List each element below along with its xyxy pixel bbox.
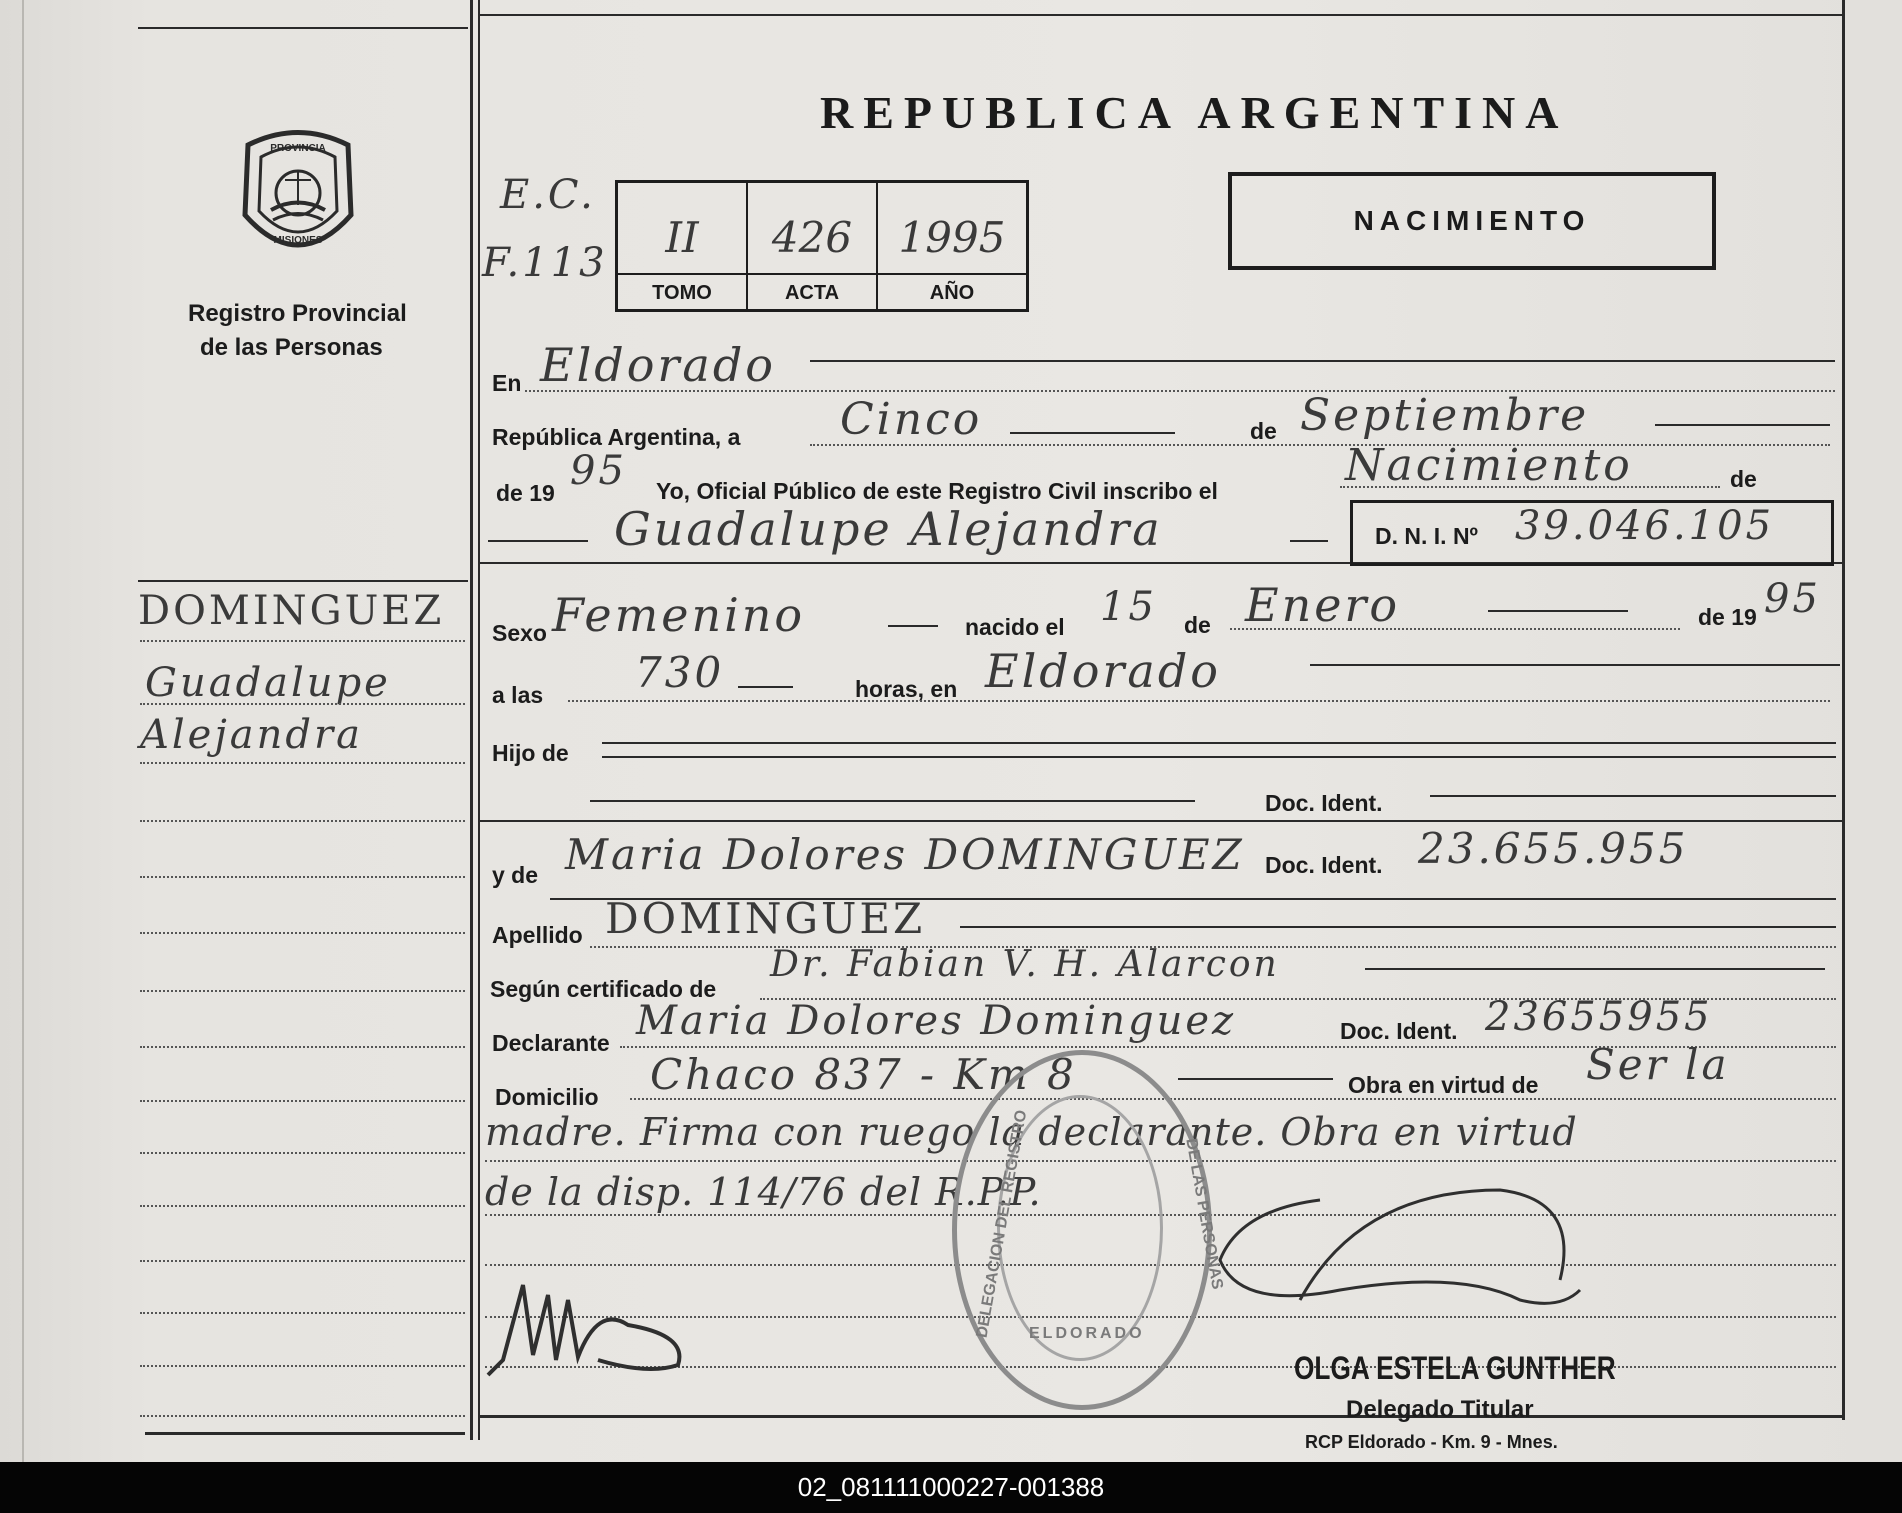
footer-caption: 02_081111000227-001388: [0, 1462, 1902, 1513]
acta-label: ACTA: [784, 282, 840, 304]
birth-place: Eldorado: [985, 644, 1221, 698]
sidebar-line: [140, 1205, 465, 1207]
fill-line: [602, 742, 1836, 744]
svg-text:MISIONES: MISIONES: [273, 235, 323, 246]
obra-value: Ser la: [1586, 1040, 1730, 1089]
form-left-border: [478, 0, 480, 1440]
sidebar-line: [140, 1365, 465, 1367]
ano-cell: [878, 183, 1026, 309]
fill-dots: [568, 700, 1830, 702]
sidebar-first-name: Guadalupe: [145, 660, 391, 706]
horas-label: horas, en: [855, 676, 958, 702]
segun-label: Según certificado de: [490, 976, 717, 1002]
inscribo-value: Nacimiento: [1345, 440, 1633, 491]
sidebar-middle-name: Alejandra: [140, 712, 363, 758]
y-de-label: y de: [492, 862, 539, 888]
declarante-value: Maria Dolores Dominguez: [636, 998, 1237, 1044]
stamp-role: Delegado Titular: [1346, 1396, 1534, 1423]
fill-line: [1430, 795, 1836, 797]
form-mid-rule: [480, 820, 1842, 822]
dni-label: D. N. I. Nº: [1375, 523, 1478, 549]
father-doc-label: Doc. Ident.: [1265, 790, 1383, 816]
domicilio-label: Domicilio: [495, 1084, 599, 1110]
de-label-3: de: [1184, 612, 1211, 638]
fill-line: [602, 756, 1836, 758]
agency-name-line1: Registro Provincial: [188, 300, 407, 327]
en-value: Eldorado: [540, 338, 776, 392]
note-line-1: madre. Firma con ruego la declarante. Obra en virtud: [485, 1110, 1578, 1154]
fill-line: [1488, 610, 1628, 612]
acta-value: 426: [771, 213, 853, 262]
certificado-value: Dr. Fabian V. H. Alarcon: [770, 944, 1280, 985]
fill-dots: [630, 1098, 1836, 1100]
mother-doc-label: Doc. Ident.: [1265, 852, 1383, 878]
fill-line: [888, 625, 938, 627]
de-label: de: [1250, 418, 1277, 444]
de-label-2: de: [1730, 466, 1757, 492]
sidebar-line: [140, 876, 465, 878]
stamp-name: OLGA ESTELA GUNTHER: [1294, 1350, 1616, 1386]
fill-line: [1310, 664, 1840, 666]
sidebar-line: [140, 1260, 465, 1262]
fill-dots: [810, 444, 1830, 446]
sidebar-line: [140, 1046, 465, 1048]
apellido-label: Apellido: [492, 922, 583, 948]
sidebar-line: [140, 640, 465, 642]
domicilio-value: Chaco 837 - Km 8: [650, 1050, 1077, 1099]
seal-text-left: DELEGACION DEL REGISTRO: [973, 1108, 1031, 1340]
republica-label: República Argentina, a: [492, 424, 741, 450]
fill-line: [1655, 424, 1830, 426]
sidebar-line: [140, 932, 465, 934]
binder-edge: [22, 0, 24, 1462]
fill-line: [488, 540, 588, 542]
declarante-doc-label: Doc. Ident.: [1340, 1018, 1458, 1044]
a-las-label: a las: [492, 682, 544, 708]
country-title: REPUBLICA ARGENTINA: [820, 87, 1569, 138]
birth-day: 15: [1100, 584, 1157, 630]
apellido-value: DOMINGUEZ: [605, 894, 926, 943]
dni-box: [1350, 500, 1834, 566]
seal-text-bottom: ELDORADO: [1029, 1325, 1145, 1342]
note-line-2: de la disp. 114/76 del R.P.P.: [485, 1170, 1042, 1214]
sidebar-line: [140, 1415, 465, 1417]
declarant-signature: [478, 1265, 728, 1395]
obra-label: Obra en virtud de: [1348, 1072, 1539, 1098]
de19-label: de 19: [496, 480, 555, 506]
nacido-label: nacido el: [965, 614, 1065, 640]
left-column-border: [470, 0, 473, 1440]
full-name: Guadalupe Alejandra: [614, 502, 1163, 556]
annotation-ec: E.C.: [500, 172, 596, 218]
sidebar-line: [140, 820, 465, 822]
fill-line: [810, 360, 1835, 362]
annotation-folio: F.113: [482, 240, 608, 286]
hijo-label: Hijo de: [492, 740, 569, 766]
declarante-doc: 23655955: [1485, 994, 1713, 1040]
acta-cell: [748, 183, 878, 309]
fill-line: [1365, 968, 1825, 970]
provincia-misiones-coat-of-arms: [233, 125, 363, 270]
tomo-label: TOMO: [652, 282, 712, 304]
mother-doc: 23.655.955: [1418, 824, 1689, 873]
document-type-box: [1228, 172, 1716, 270]
fill-line: [1290, 540, 1328, 542]
fill-dots: [525, 390, 1835, 392]
fill-line: [738, 686, 793, 688]
seal-text-right: DE LAS PERSONAS: [1182, 1137, 1226, 1291]
year-value: 95: [570, 448, 627, 494]
fill-line: [1178, 1078, 1333, 1080]
form-right-border: [1842, 0, 1845, 1420]
birth-month: Enero: [1245, 578, 1401, 632]
left-bottom-rule: [145, 1432, 465, 1435]
sidebar-line: [140, 1100, 465, 1102]
sidebar-line: [140, 990, 465, 992]
hour-value: 730: [635, 648, 725, 697]
yo-text: Yo, Oficial Público de este Registro Civil inscribo el: [656, 478, 1218, 504]
birth-year: 95: [1764, 576, 1821, 622]
sexo-value: Femenino: [552, 588, 806, 642]
registry-table: [615, 180, 1029, 312]
registrar-signature: [1200, 1160, 1620, 1340]
declarante-label: Declarante: [492, 1030, 610, 1056]
sexo-label: Sexo: [492, 620, 547, 646]
stamp-location: RCP Eldorado - Km. 9 - Mnes.: [1305, 1432, 1558, 1452]
tomo-value: II: [665, 213, 699, 262]
fill-dots: [1230, 628, 1680, 630]
sidebar-line: [140, 762, 465, 764]
tomo-cell: [618, 183, 748, 309]
agency-name-line2: de las Personas: [200, 334, 383, 361]
document-type-label: NACIMIENTO: [1353, 205, 1591, 236]
fill-line: [590, 800, 1195, 802]
en-label: En: [492, 370, 522, 396]
fill-line: [960, 926, 1836, 928]
dni-value: 39.046.105: [1515, 503, 1775, 549]
left-top-rule: [138, 27, 468, 29]
registry-seal: [952, 1050, 1226, 1410]
month-value: Septiembre: [1300, 390, 1590, 441]
left-divider-rule: [138, 580, 468, 582]
day-value: Cinco: [840, 394, 983, 445]
sidebar-line: [140, 703, 465, 705]
svg-text:PROVINCIA: PROVINCIA: [270, 143, 326, 154]
de19-label-2: de 19: [1698, 604, 1757, 630]
fill-dots: [1340, 486, 1720, 488]
form-bottom-rule: [480, 1415, 1842, 1418]
sidebar-line: [140, 1312, 465, 1314]
sidebar-surname: DOMINGUEZ: [138, 588, 445, 634]
sidebar-line: [140, 1152, 465, 1154]
mother-name: Maria Dolores DOMINGUEZ: [565, 830, 1245, 879]
fill-line: [1010, 432, 1175, 434]
form-top-rule: [480, 14, 1842, 16]
ano-label: AÑO: [929, 282, 975, 304]
ano-value: 1995: [898, 213, 1006, 262]
